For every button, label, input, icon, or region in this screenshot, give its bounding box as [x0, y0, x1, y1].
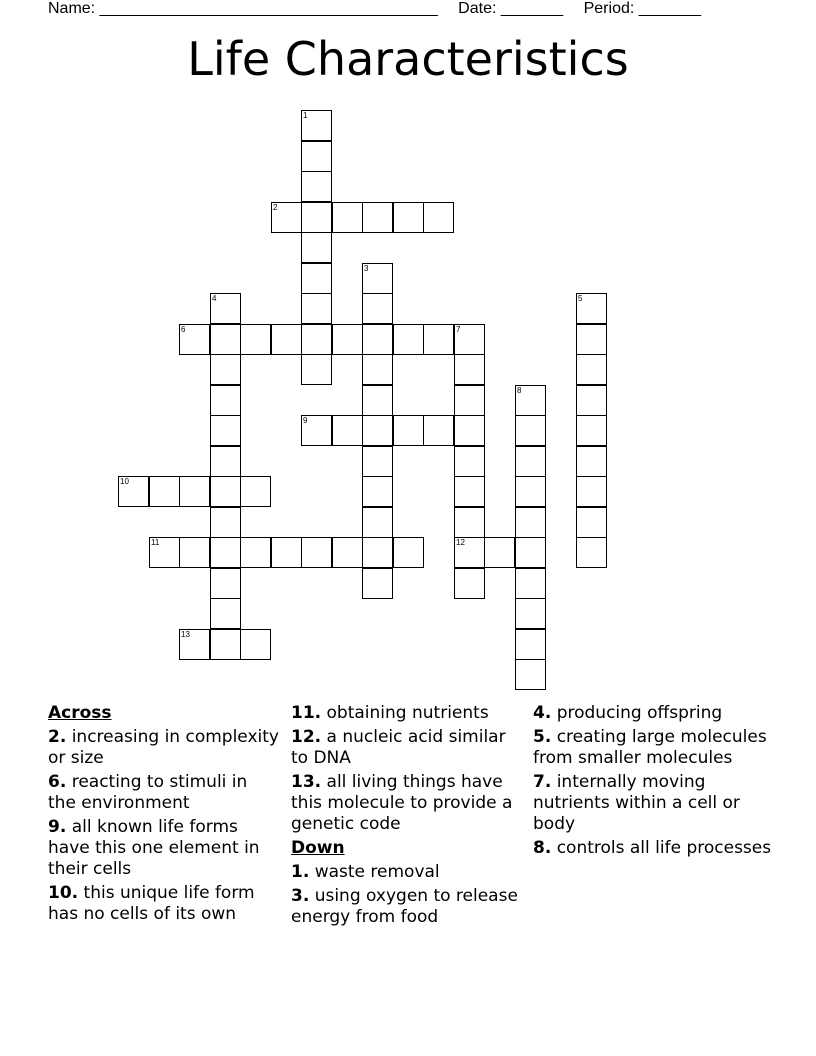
crossword-cell[interactable]	[240, 629, 271, 660]
crossword-cell[interactable]	[301, 324, 332, 355]
clue-down-7: 7. internally moving nutrients within a cell or body	[533, 772, 740, 834]
crossword-cell[interactable]	[271, 202, 302, 233]
crossword-cell[interactable]	[362, 293, 393, 324]
clue-across-11: 11. obtaining nutrients	[291, 703, 489, 723]
crossword-cell[interactable]	[576, 385, 607, 416]
crossword-cell[interactable]	[515, 537, 546, 568]
crossword-cell[interactable]	[210, 293, 241, 324]
crossword-cell[interactable]	[301, 202, 332, 233]
crossword-cell[interactable]	[454, 446, 485, 477]
crossword-cell[interactable]	[179, 629, 210, 660]
crossword-cell[interactable]	[362, 263, 393, 294]
down-heading: Down	[291, 838, 345, 858]
crossword-cell[interactable]	[362, 476, 393, 507]
clue-number: 5	[578, 294, 583, 303]
crossword-cell[interactable]	[240, 537, 271, 568]
clue-down-1: 1. waste removal	[291, 862, 440, 882]
crossword-cell[interactable]	[515, 415, 546, 446]
crossword-cell[interactable]	[332, 324, 363, 355]
clues-column-2	[291, 703, 523, 931]
crossword-cell[interactable]	[454, 385, 485, 416]
crossword-cell[interactable]	[576, 293, 607, 324]
clue-across-13: 13. all living things have this molecule to provide a genetic code	[291, 772, 513, 834]
crossword-cell[interactable]	[210, 324, 241, 355]
clue-number: 10	[120, 477, 129, 486]
crossword-cell[interactable]	[149, 476, 180, 507]
crossword-cell[interactable]	[362, 568, 393, 599]
crossword-cell[interactable]	[393, 202, 424, 233]
crossword-cell[interactable]	[301, 110, 332, 141]
crossword-cell[interactable]	[179, 476, 210, 507]
crossword-cell[interactable]	[515, 476, 546, 507]
crossword-cell[interactable]	[484, 537, 515, 568]
crossword-cell[interactable]	[210, 476, 241, 507]
crossword-cell[interactable]	[179, 537, 210, 568]
clue-number: 4	[212, 294, 217, 303]
crossword-cell[interactable]	[454, 507, 485, 538]
crossword-cell[interactable]	[210, 354, 241, 385]
clue-number: 13	[181, 630, 190, 639]
clue-down-8: 8. controls all life processes	[533, 838, 772, 858]
crossword-cell[interactable]	[332, 415, 363, 446]
crossword-cell[interactable]	[393, 415, 424, 446]
crossword-cell[interactable]	[454, 354, 485, 385]
crossword-cell[interactable]	[515, 385, 546, 416]
crossword-cell[interactable]	[210, 568, 241, 599]
crossword-cell[interactable]	[332, 537, 363, 568]
crossword-cell[interactable]	[301, 141, 332, 172]
crossword-cell[interactable]	[240, 324, 271, 355]
crossword-cell[interactable]	[301, 232, 332, 263]
clue-across-6: 6. reacting to stimuli in the environment	[48, 772, 248, 813]
crossword-cell[interactable]	[576, 415, 607, 446]
crossword-cell[interactable]	[301, 354, 332, 385]
crossword-cell[interactable]	[576, 476, 607, 507]
crossword-cell[interactable]	[515, 507, 546, 538]
crossword-cell[interactable]	[240, 476, 271, 507]
crossword-cell[interactable]	[454, 568, 485, 599]
clue-down-3: 3. using oxygen to release energy from food	[291, 886, 518, 927]
crossword-cell[interactable]	[576, 354, 607, 385]
crossword-cell[interactable]	[576, 446, 607, 477]
crossword-cell[interactable]	[515, 446, 546, 477]
puzzle-title: Life Characteristics	[187, 32, 629, 86]
crossword-cell[interactable]	[149, 537, 180, 568]
crossword-cell[interactable]	[423, 202, 454, 233]
crossword-cell[interactable]	[301, 171, 332, 202]
crossword-cell[interactable]	[271, 324, 302, 355]
crossword-cell[interactable]	[576, 507, 607, 538]
clue-down-4: 4. producing offspring	[533, 703, 723, 723]
clue-number: 3	[364, 264, 369, 273]
clue-across-12: 12. a nucleic acid similar to DNA	[291, 727, 506, 768]
crossword-cell[interactable]	[301, 537, 332, 568]
crossword-cell[interactable]	[210, 598, 241, 629]
across-heading: Across	[48, 703, 112, 723]
crossword-cell[interactable]	[515, 629, 546, 660]
crossword-cell[interactable]	[454, 476, 485, 507]
crossword-cell[interactable]	[454, 324, 485, 355]
crossword-cell[interactable]	[515, 598, 546, 629]
clues-column-3	[533, 703, 773, 862]
period-field[interactable]: Period: _______	[583, 0, 702, 17]
crossword-cell[interactable]	[576, 324, 607, 355]
crossword-cell[interactable]	[210, 415, 241, 446]
crossword-cell[interactable]	[362, 537, 393, 568]
clue-number: 9	[303, 416, 308, 425]
crossword-cell[interactable]	[454, 537, 485, 568]
crossword-cell[interactable]	[332, 202, 363, 233]
crossword-cell[interactable]	[210, 446, 241, 477]
crossword-cell[interactable]	[362, 354, 393, 385]
crossword-cell[interactable]	[301, 293, 332, 324]
clue-across-10: 10. this unique life form has no cells of its own	[48, 883, 255, 924]
clue-across-2: 2. increasing in complexity or size	[48, 727, 279, 768]
crossword-cell[interactable]	[210, 507, 241, 538]
crossword-cell[interactable]	[362, 507, 393, 538]
crossword-cell[interactable]	[423, 324, 454, 355]
crossword-cell[interactable]	[210, 385, 241, 416]
crossword-cell[interactable]	[362, 202, 393, 233]
crossword-cell[interactable]	[362, 324, 393, 355]
crossword-cell[interactable]	[576, 537, 607, 568]
crossword-cell[interactable]	[393, 324, 424, 355]
crossword-cell[interactable]	[210, 537, 241, 568]
crossword-cell[interactable]	[362, 385, 393, 416]
crossword-cell[interactable]	[393, 537, 424, 568]
clue-number: 8	[517, 386, 522, 395]
crossword-cell[interactable]	[423, 415, 454, 446]
clue-down-5: 5. creating large molecules from smaller molecules	[533, 727, 767, 768]
clue-number: 2	[273, 203, 278, 212]
crossword-cell[interactable]	[362, 415, 393, 446]
crossword-cell[interactable]	[362, 446, 393, 477]
clue-number: 12	[456, 538, 465, 547]
clue-number: 1	[303, 111, 308, 120]
crossword-cell[interactable]	[271, 537, 302, 568]
clues-column-1	[48, 703, 280, 928]
clue-number: 6	[181, 325, 186, 334]
crossword-cell[interactable]	[515, 659, 546, 690]
name-field[interactable]: Name: ______________________________________	[48, 0, 438, 17]
date-field[interactable]: Date: _______	[458, 0, 564, 17]
crossword-cell[interactable]	[210, 629, 241, 660]
crossword-cell[interactable]	[118, 476, 149, 507]
clue-across-9: 9. all known life forms have this one element in their cells	[48, 817, 260, 879]
crossword-cell[interactable]	[179, 324, 210, 355]
crossword-cell[interactable]	[454, 415, 485, 446]
clue-number: 7	[456, 325, 461, 334]
crossword-cell[interactable]	[515, 568, 546, 599]
clue-number: 11	[151, 538, 160, 547]
crossword-cell[interactable]	[301, 415, 332, 446]
crossword-cell[interactable]	[301, 263, 332, 294]
